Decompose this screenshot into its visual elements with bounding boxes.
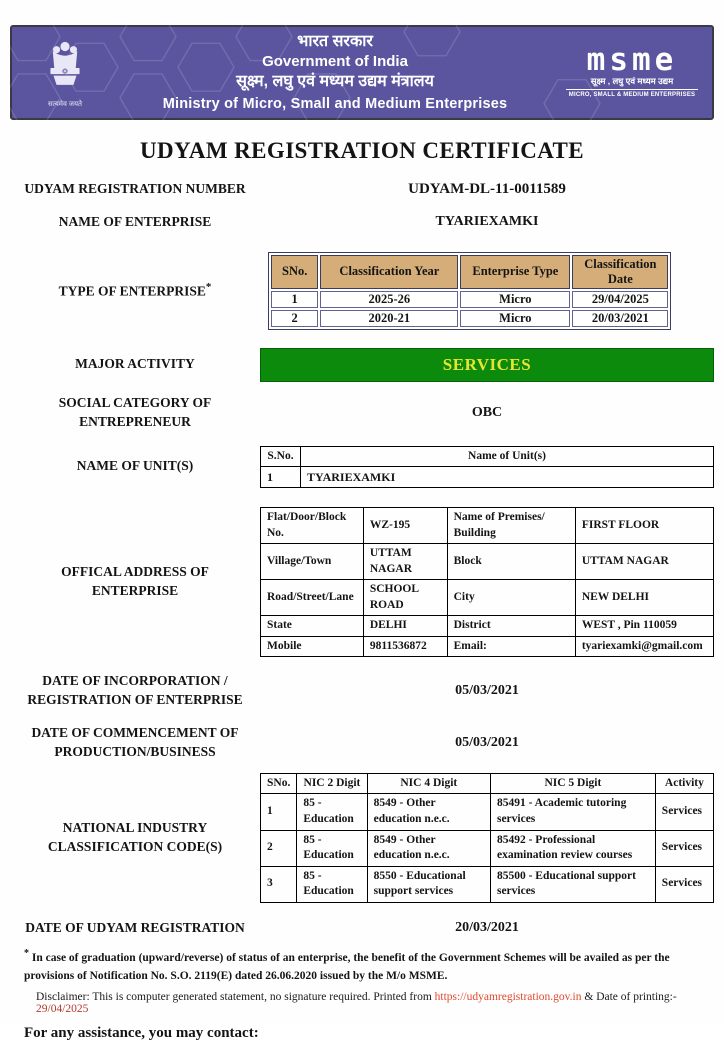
major-activity-row xyxy=(10,348,714,382)
incorporation-date-row xyxy=(10,672,714,710)
nic-label: NATIONAL INDUSTRY CLASSIFICATION CODE(S) xyxy=(47,819,223,854)
commencement-date-value: 05/03/2021 xyxy=(455,735,519,751)
government-of-india: Government of India xyxy=(262,52,408,70)
disclaimer-text: Disclaimer: This is computer generated statement, no signature required. Printed from xyxy=(36,990,432,1003)
gov-header xyxy=(10,25,714,120)
address-table xyxy=(260,507,714,657)
disclaimer xyxy=(36,991,714,1015)
udyam-date-label: DATE OF UDYAM REGISTRATION xyxy=(25,919,245,935)
address-label: OFFICAL ADDRESS OF ENTERPRISE xyxy=(61,564,209,599)
incorporation-date-label: DATE OF INCORPORATION / REGISTRATION OF ENTERPRISE xyxy=(27,673,243,708)
table-row: 3 85 - Education 8550 - Educational support services 85500 - Educational support services Services xyxy=(261,866,714,902)
udyam-date-row xyxy=(10,919,714,938)
major-activity-label: MAJOR ACTIVITY xyxy=(75,356,195,372)
table-header-row: SNo. NIC 2 Digit NIC 4 Digit NIC 5 Digit Activity xyxy=(261,773,714,794)
nic-table xyxy=(260,773,714,903)
table-row: State DELHI District WEST , Pin 110059 xyxy=(261,616,714,637)
social-category-value: OBC xyxy=(471,404,503,420)
msme-logo-english: MICRO, SMALL & MEDIUM ENTERPRISES xyxy=(568,92,696,99)
incorporation-date-value: 05/03/2021 xyxy=(455,683,519,699)
ashoka-emblem-icon xyxy=(42,37,88,99)
certificate-title: UDYAM REGISTRATION CERTIFICATE xyxy=(139,138,584,163)
commencement-date-row xyxy=(10,724,714,762)
type-asterisk: * xyxy=(205,281,212,294)
table-row: 1 2025-26 Micro 29/04/2025 xyxy=(271,291,668,308)
disclaimer-mid: & Date of printing:- xyxy=(584,990,677,1003)
urn-row xyxy=(10,180,714,199)
table-row: Flat/Door/Block No. WZ-195 Name of Premises/ Building FIRST FLOOR xyxy=(261,508,714,544)
enterprise-type-row xyxy=(10,252,714,330)
social-category-label: SOCIAL CATEGORY OF ENTREPRENEUR xyxy=(58,394,212,429)
udyam-registration-link[interactable]: https://udyamregistration.gov.in xyxy=(434,990,582,1003)
units-table xyxy=(260,446,714,489)
table-row: 2 2020-21 Micro 20/03/2021 xyxy=(271,310,668,327)
udyam-date-value: 20/03/2021 xyxy=(455,920,519,935)
msme-logo-word: msme xyxy=(586,41,678,78)
hindi-ministry-name: सूक्ष्म, लघु एवं मध्यम उद्यम मंत्रालय xyxy=(236,73,434,91)
classification-table xyxy=(268,252,671,330)
enterprise-name-label: NAME OF ENTERPRISE xyxy=(58,213,212,229)
msme-logo-hindi: सूक्ष्म , लघु एवं मध्यम उद्यम xyxy=(566,76,698,90)
units-label: NAME OF UNIT(S) xyxy=(76,458,194,474)
print-date: 29/04/2025 xyxy=(36,1002,89,1015)
msme-logo xyxy=(566,41,698,99)
footnote xyxy=(24,946,700,985)
table-row: Mobile 9811536872 Email: tyariexamki@gmail.com xyxy=(261,636,714,657)
major-activity-value: SERVICES xyxy=(260,348,714,382)
table-row: Road/Street/Lane SCHOOL ROAD City NEW DELHI xyxy=(261,580,714,616)
footnote-text: In case of graduation (upward/reverse) of status of an enterprise, the benefit of the Government Schemes will be availed as per the provisions of Notification No. S.O. 2119(E) dated 26.06.2020 issued by the M/o MSME. xyxy=(24,952,670,983)
header-titles xyxy=(104,32,566,114)
table-row: 1 85 - Education 8549 - Other education n.e.c. 85491 - Academic tutoring services Services xyxy=(261,794,714,830)
urn-value: UDYAM-DL-11-0011589 xyxy=(408,180,566,197)
urn-label: UDYAM REGISTRATION NUMBER xyxy=(24,181,246,196)
emblem-caption: सत्यमेव जयते xyxy=(47,100,83,108)
commencement-date-label: DATE OF COMMENCEMENT OF PRODUCTION/BUSINESS xyxy=(31,725,239,760)
footnote-asterisk: * xyxy=(24,948,29,960)
india-emblem xyxy=(26,37,104,109)
social-category-row xyxy=(10,394,714,432)
table-row: Village/Town UTTAM NAGAR Block UTTAM NAGAR xyxy=(261,544,714,580)
ministry-name: Ministry of Micro, Small and Medium Enterprises xyxy=(162,96,508,113)
enterprise-name-row xyxy=(10,213,714,232)
table-row: 1 TYARIEXAMKI xyxy=(261,467,714,488)
units-row xyxy=(10,446,714,489)
enterprise-name-value: TYARIEXAMKI xyxy=(435,214,539,230)
enterprise-type-label: TYPE OF ENTERPRISE* xyxy=(58,281,212,299)
table-header-row: S.No. Name of Unit(s) xyxy=(261,446,714,467)
hindi-government-of-india: भारत सरकार xyxy=(297,32,373,50)
assistance-text: For any assistance, you may contact: xyxy=(24,1024,259,1041)
address-row xyxy=(10,507,714,657)
table-row: 2 85 - Education 8549 - Other education n.e.c. 85492 - Professional examination review courses Services xyxy=(261,830,714,866)
nic-row xyxy=(10,773,714,903)
table-header-row: SNo. Classification Year Enterprise Type Classification Date xyxy=(271,255,668,289)
